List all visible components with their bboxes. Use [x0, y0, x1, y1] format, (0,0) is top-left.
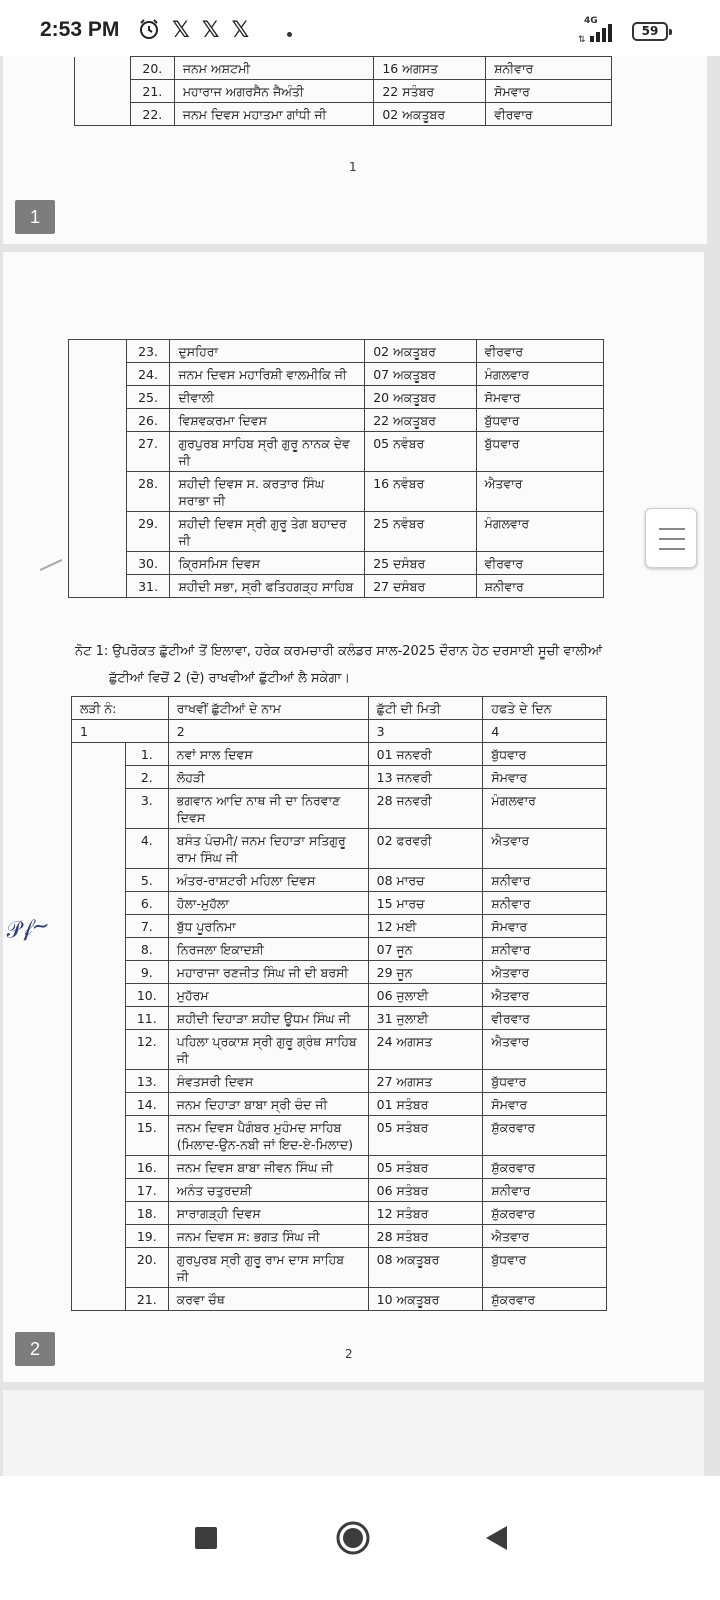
table-row: 31. ਸ਼ਹੀਦੀ ਸਭਾ, ਸ੍ਰੀ ਫਤਿਹਗੜ੍ਹ ਸਾਹਿਬ 27 ਦਸੰਬਰ ਸ਼ਨੀਵਾਰ: [69, 575, 604, 598]
menu-handle-button[interactable]: [645, 508, 697, 568]
holiday-table-page2: [68, 339, 604, 598]
signal-icon: [578, 18, 618, 48]
table-row: 25. ਦੀਵਾਲੀ 20 ਅਕਤੂਬਰ ਸੋਮਵਾਰ: [69, 386, 604, 409]
table-row: 27. ਗੁਰਪੁਰਬ ਸਾਹਿਬ ਸ੍ਰੀ ਗੁਰੂ ਨਾਨਕ ਦੇਵ ਜੀ 05 ਨਵੰਬਰ ਬੁੱਧਵਾਰ: [69, 432, 604, 472]
table-row: 1. ਨਵਾਂ ਸਾਲ ਦਿਵਸ 01 ਜਨਵਰੀ ਬੁੱਧਵਾਰ: [72, 743, 607, 766]
status-bar: [0, 0, 720, 56]
svg-text:⇅: ⇅: [578, 35, 586, 44]
table-row: 6. ਹੋਲਾ-ਮੁਹੱਲਾ 15 ਮਾਰਚ ਸ਼ਨੀਵਾਰ: [72, 892, 607, 915]
table-row: 24. ਜਨਮ ਦਿਵਸ ਮਹਾਰਿਸ਼ੀ ਵਾਲਮੀਕਿ ਜੀ 07 ਅਕਤੂਬਰ ਮੰਗਲਵਾਰ: [69, 363, 604, 386]
table-row: 5. ਅੰਤਰ-ਰਾਸ਼ਟਰੀ ਮਹਿਲਾ ਦਿਵਸ 08 ਮਾਰਚ ਸ਼ਨੀਵਾਰ: [72, 869, 607, 892]
back-button[interactable]: [468, 1510, 524, 1566]
table-row: 3. ਭਗਵਾਨ ਆਦਿ ਨਾਥ ਜੀ ਦਾ ਨਿਰਵਾਣ ਦਿਵਸ 28 ਜਨਵਰੀ ਮੰਗਲਵਾਰ: [72, 789, 607, 829]
table-row: 30. ਕ੍ਰਿਸਮਿਸ ਦਿਵਸ 25 ਦਸੰਬਰ ਵੀਰਵਾਰ: [69, 552, 604, 575]
page-3: [3, 1390, 704, 1476]
x-app-icon: 𝕏: [172, 18, 190, 43]
table-row: 2. ਲੋਹੜੀ 13 ਜਨਵਰੀ ਸੋਮਵਾਰ: [72, 766, 607, 789]
holiday-table-page1: [74, 56, 612, 126]
table-row: 11. ਸ਼ਹੀਦੀ ਦਿਹਾੜਾ ਸ਼ਹੀਦ ਊਧਮ ਸਿੰਘ ਜੀ 31 ਜੁਲਾਈ ਵੀਰਵਾਰ: [72, 1007, 607, 1030]
navigation-bar: [0, 1476, 720, 1600]
table-row: 12. ਪਹਿਲਾ ਪ੍ਰਕਾਸ਼ ਸ੍ਰੀ ਗੁਰੂ ਗ੍ਰੰਥ ਸਾਹਿਬ ਜੀ 24 ਅਗਸਤ ਐਤਵਾਰ: [72, 1030, 607, 1070]
table-row: 20. ਜਨਮ ਅਸ਼ਟਮੀ 16 ਅਗਸਤ ਸ਼ਨੀਵਾਰ: [75, 57, 612, 80]
table-row: 20. ਗੁਰਪੁਰਬ ਸ੍ਰੀ ਗੁਰੂ ਰਾਮ ਦਾਸ ਸਾਹਿਬ ਜੀ 08 ਅਕਤੂਬਰ ਬੁੱਧਵਾਰ: [72, 1248, 607, 1288]
battery-icon: 59: [632, 22, 668, 41]
back-triangle-icon: [483, 1524, 509, 1552]
table-index-row: 1 2 3 4: [72, 720, 607, 743]
x-app-icon: 𝕏: [231, 18, 250, 43]
page-2: [3, 252, 704, 1382]
table-row: 28. ਸ਼ਹੀਦੀ ਦਿਵਸ ਸ. ਕਰਤਾਰ ਸਿੰਘ ਸਰਾਭਾ ਜੀ 16 ਨਵੰਬਰ ਐਤਵਾਰ: [69, 472, 604, 512]
table-header: ਲੜੀ ਨੰ: ਰਾਖਵੀਂ ਛੁੱਟੀਆਂ ਦੇ ਨਾਮ ਛੁੱਟੀ ਦੀ ਮਿਤੀ ਹਫਤੇ ਦੇ ਦਿਨ: [72, 697, 607, 720]
table-row: 14. ਜਨਮ ਦਿਹਾੜਾ ਬਾਬਾ ਸ੍ਰੀ ਚੰਦ ਜੀ 01 ਸਤੰਬਰ ਸੋਮਵਾਰ: [72, 1093, 607, 1116]
table-row: 19. ਜਨਮ ਦਿਵਸ ਸ: ਭਗਤ ਸਿੰਘ ਜੀ 28 ਸਤੰਬਰ ਐਤਵਾਰ: [72, 1225, 607, 1248]
reserved-holidays-table: [71, 696, 607, 1311]
pdf-viewer[interactable]: [0, 56, 720, 1476]
table-row: 13. ਸੰਵਤਸਰੀ ਦਿਵਸ 27 ਅਗਸਤ ਬੁੱਧਵਾਰ: [72, 1070, 607, 1093]
table-row: 4. ਬਸੰਤ ਪੰਚਮੀ/ ਜਨਮ ਦਿਹਾੜਾ ਸਤਿਗੁਰੂ ਰਾਮ ਸਿੰਘ ਜੀ 02 ਫਰਵਰੀ ਐਤਵਾਰ: [72, 829, 607, 869]
notification-dot: [287, 32, 292, 37]
table-row: 15. ਜਨਮ ਦਿਵਸ ਪੈਗੰਬਰ ਮੁਹੰਮਦ ਸਾਹਿਬ (ਮਿਲਾਦ-ਉਨ-ਨਬੀ ਜਾਂ ਇਦ-ਏ-ਮਿਲਾਦ) 05 ਸਤੰਬਰ ਸ਼ੁੱਕਰਵਾਰ: [72, 1116, 607, 1156]
table-row: 26. ਵਿਸ਼ਵਕਰਮਾ ਦਿਵਸ 22 ਅਕਤੂਬਰ ਬੁੱਧਵਾਰ: [69, 409, 604, 432]
page-number: 2: [345, 1347, 353, 1361]
table-row: 18. ਸਾਰਾਗੜ੍ਹੀ ਦਿਵਸ 12 ਸਤੰਬਰ ਸ਼ੁੱਕਰਵਾਰ: [72, 1202, 607, 1225]
table-row: 16. ਜਨਮ ਦਿਵਸ ਬਾਬਾ ਜੀਵਨ ਸਿੰਘ ਜੀ 05 ਸਤੰਬਰ ਸ਼ੁੱਕਰਵਾਰ: [72, 1156, 607, 1179]
table-row: 22. ਜਨਮ ਦਿਵਸ ਮਹਾਤਮਾ ਗਾਂਧੀ ਜੀ 02 ਅਕਤੂਬਰ ਵੀਰਵਾਰ: [75, 103, 612, 126]
table-row: 9. ਮਹਾਰਾਜਾ ਰਣਜੀਤ ਸਿੰਘ ਜੀ ਦੀ ਬਰਸੀ 29 ਜੂਨ ਐਤਵਾਰ: [72, 961, 607, 984]
alarm-icon: [138, 18, 160, 44]
scan-mark: [40, 559, 63, 571]
table-row: 7. ਬੁੱਧ ਪੂਰਨਿਮਾ 12 ਮਈ ਸੋਮਵਾਰ: [72, 915, 607, 938]
page-badge-2: 2: [15, 1332, 55, 1366]
clock: 2:53 PM: [40, 18, 120, 41]
table-row: 29. ਸ਼ਹੀਦੀ ਦਿਵਸ ਸ੍ਰੀ ਗੁਰੂ ਤੇਗ ਬਹਾਦਰ ਜੀ 25 ਨਵੰਬਰ ਮੰਗਲਵਾਰ: [69, 512, 604, 552]
page-number: 1: [349, 160, 357, 174]
home-button[interactable]: [325, 1510, 381, 1566]
note-text: ਨੋਟ 1: ਉਪਰੋਕਤ ਛੁੱਟੀਆਂ ਤੋਂ ਇਲਾਵਾ, ਹਰੇਕ ਕਰਮਚਾਰੀ ਕਲੰਡਰ ਸਾਲ-2025 ਦੌਰਾਨ ਹੇਠ ਦਰਸਾਈ ਸੂਚੀ ਵਾਲੀਆਂ ਛੁੱਟੀਆਂ ਵਿਚੋਂ 2 (ਦੋ) ਰਾਖਵੀਆਂ ਛੁੱਟੀਆਂ ਲੈ ਸਕੇਗਾ।: [75, 644, 603, 686]
network-type: 4G: [584, 16, 598, 26]
home-circle-icon: [335, 1520, 371, 1556]
table-row: 21. ਕਰਵਾ ਚੌਥ 10 ਅਕਤੂਬਰ ਸ਼ੁੱਕਰਵਾਰ: [72, 1288, 607, 1311]
square-icon: [194, 1526, 218, 1550]
recents-button[interactable]: [178, 1510, 234, 1566]
table-row: 21. ਮਹਾਰਾਜ ਅਗਰਸੈਨ ਜੈਅੰਤੀ 22 ਸਤੰਬਰ ਸੋਮਵਾਰ: [75, 80, 612, 103]
table-row: 23. ਦੁਸਹਿਰਾ 02 ਅਕਤੂਬਰ ਵੀਰਵਾਰ: [69, 340, 604, 363]
table-row: 10. ਮੁਹੱਰਮ 06 ਜੁਲਾਈ ਐਤਵਾਰ: [72, 984, 607, 1007]
x-app-icon: 𝕏: [201, 18, 220, 43]
table-row: 17. ਅਨੰਤ ਚਤੁਰਦਸ਼ੀ 06 ਸਤੰਬਰ ਸ਼ਨੀਵਾਰ: [72, 1179, 607, 1202]
table-row: 8. ਨਿਰਜਲਾ ਇਕਾਦਸ਼ੀ 07 ਜੂਨ ਸ਼ਨੀਵਾਰ: [72, 938, 607, 961]
page-badge-1: 1: [15, 200, 55, 234]
handwritten-signature: 𝒫𝒻~: [4, 913, 52, 944]
page-1: [3, 56, 707, 244]
